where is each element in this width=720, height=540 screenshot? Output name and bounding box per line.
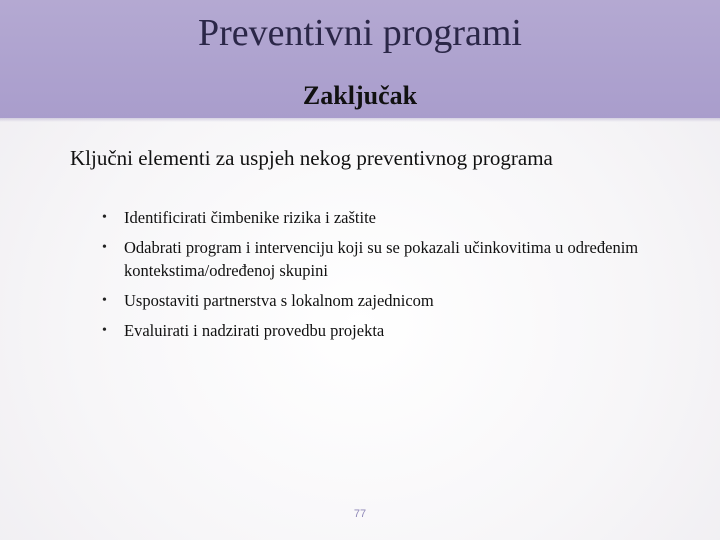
bullet-item	[100, 319, 660, 342]
intro-text: Ključni elementi za uspjeh nekog preventivnog programa	[70, 146, 553, 170]
bullet-item	[100, 236, 660, 282]
bullet-icon: •	[102, 293, 107, 308]
bullet-icon: •	[102, 323, 107, 338]
bullet-text: Identificirati čimbenike rizika i zaštite	[124, 208, 376, 227]
bullet-item	[100, 206, 660, 229]
slide-subtitle: Zaključak	[302, 81, 418, 110]
bullet-item	[100, 289, 660, 312]
bullet-icon: •	[102, 210, 107, 225]
bullet-text: Uspostaviti partnerstva s lokalnom zajednicom	[124, 291, 434, 310]
header-divider	[0, 118, 720, 122]
slide-title: Preventivni programi	[198, 12, 522, 54]
bullet-list	[100, 206, 660, 349]
bullet-icon: •	[102, 240, 107, 255]
page-number: 77	[353, 508, 367, 520]
bullet-text: Odabrati program i intervenciju koji su se pokazali učinkovitima u određenim kontekstima/određenoj skupini	[124, 238, 639, 280]
bullet-text: Evaluirati i nadzirati provedbu projekta	[124, 321, 385, 340]
